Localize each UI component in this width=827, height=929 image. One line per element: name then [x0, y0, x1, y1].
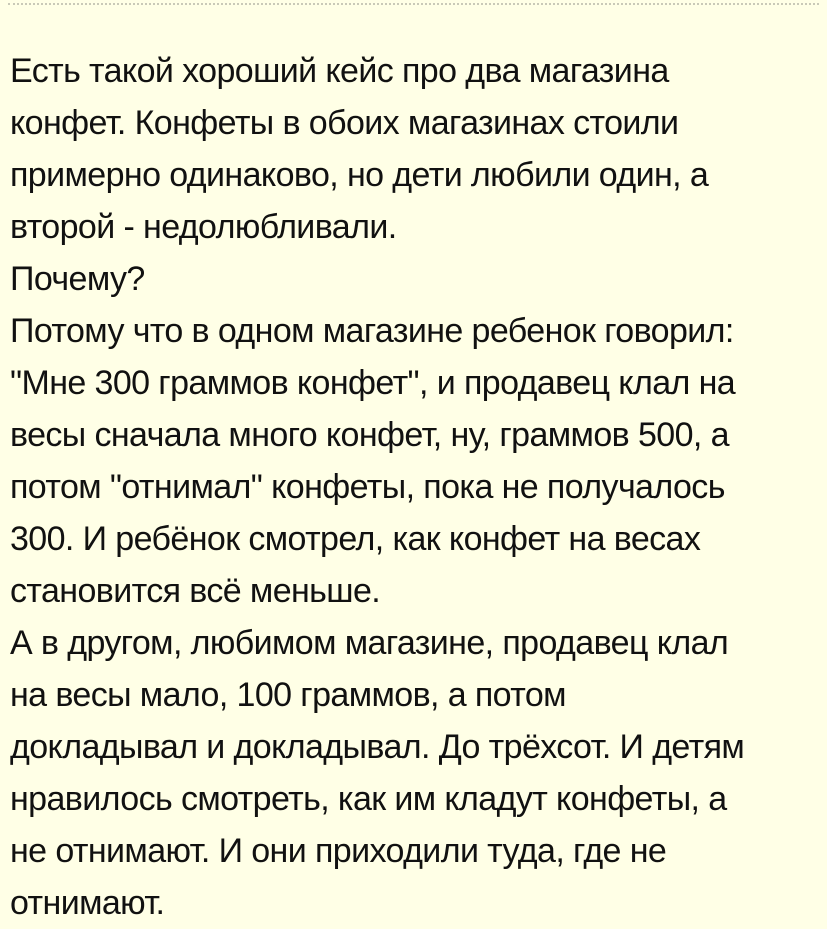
text-line: на весы мало, 100 граммов, а потом — [10, 676, 566, 714]
text-line: Есть такой хороший кейс про два магазина — [10, 52, 669, 90]
text-line: Потому что в одном магазине ребенок говорил: — [10, 312, 734, 350]
dotted-top-border — [8, 3, 819, 5]
text-line: Почему? — [10, 260, 145, 298]
text-line: становится всё меньше. — [10, 572, 381, 610]
text-line: конфет. Конфеты в обоих магазинах стоили — [10, 104, 679, 142]
text-line: 300. И ребёнок смотрел, как конфет на весах — [10, 520, 701, 558]
text-line: не отнимают. И они приходили туда, где не — [10, 832, 667, 870]
text-line: докладывал и докладывал. До трёхсот. И детям — [10, 728, 745, 766]
text-line: "Мне 300 граммов конфет", и продавец клал на — [10, 364, 736, 402]
story-text — [10, 45, 820, 929]
text-line: отнимают. — [10, 884, 165, 922]
text-line: второй - недолюбливали. — [10, 208, 397, 246]
text-line: потом "отнимал" конфеты, пока не получалось — [10, 468, 725, 506]
text-line: нравилось смотреть, как им кладут конфеты, а — [10, 780, 727, 818]
text-line: примерно одинаково, но дети любили один, а — [10, 156, 709, 194]
text-line: весы сначала много конфет, ну, граммов 500, а — [10, 416, 729, 454]
text-line: А в другом, любимом магазине, продавец клал — [10, 624, 729, 662]
